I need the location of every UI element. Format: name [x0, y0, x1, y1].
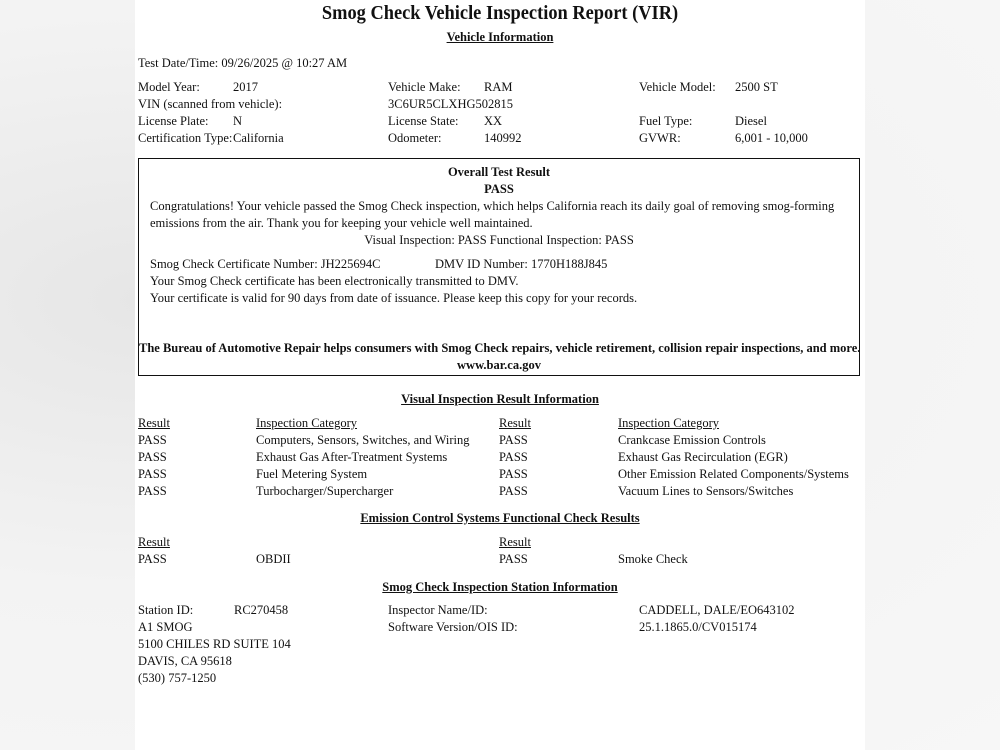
dmv-id-number: DMV ID Number: 1770H188J845: [435, 257, 608, 271]
visual-right-result-3: PASS: [499, 484, 528, 498]
transmitted-note: Your Smog Check certificate has been electronically transmitted to DMV.: [150, 274, 519, 288]
visual-left-category-2: Fuel Metering System: [256, 467, 368, 481]
overall-result-box: [138, 158, 860, 376]
validity-note: Your certificate is valid for 90 days from date of issuance. Please keep this copy for your records.: [150, 291, 638, 305]
visual-right-result-0: PASS: [499, 433, 528, 447]
visual-left-result-1: PASS: [138, 450, 167, 464]
vehicle-info-heading: Vehicle Information: [446, 30, 554, 44]
visual-inspection-heading: Visual Inspection Result Information: [401, 392, 599, 406]
fuel-type-label: Fuel Type:: [639, 114, 693, 128]
station-address-line2: DAVIS, CA 95618: [138, 654, 232, 668]
software-label: Software Version/OIS ID:: [388, 620, 518, 634]
inspection-summary: Visual Inspection: PASS Functional Inspection: PASS: [364, 233, 634, 247]
visual-left-category-3: Turbocharger/Supercharger: [256, 484, 394, 498]
visual-left-result-2: PASS: [138, 467, 167, 481]
visual-right-category-2: Other Emission Related Components/Systems: [618, 467, 849, 481]
software-value: 25.1.1865.0/CV015174: [639, 620, 757, 634]
visual-col-result-left: Result: [138, 416, 170, 430]
inspector-label: Inspector Name/ID:: [388, 603, 488, 617]
odometer-label: Odometer:: [388, 131, 442, 145]
bar-note: The Bureau of Automotive Repair helps consumers with Smog Check repairs, vehicle retirement, collision repair inspections, and more.: [139, 341, 861, 355]
inspector-value: CADDELL, DALE/EO643102: [639, 603, 795, 617]
functional-right-test: Smoke Check: [618, 552, 688, 566]
functional-col-result-right: Result: [499, 535, 531, 549]
certificate-number: Smog Check Certificate Number: JH225694C: [150, 257, 381, 271]
visual-col-result-right: Result: [499, 416, 531, 430]
visual-left-result-3: PASS: [138, 484, 167, 498]
functional-col-result-left: Result: [138, 535, 170, 549]
visual-right-category-1: Exhaust Gas Recirculation (EGR): [618, 450, 788, 464]
cert-type-value: California: [233, 131, 284, 145]
make-label: Vehicle Make:: [388, 80, 461, 94]
visual-col-category-right: Inspection Category: [618, 416, 720, 430]
visual-right-result-2: PASS: [499, 467, 528, 481]
congrats-message-line2: emissions from the air. Thank you for keeping your vehicle well maintained.: [150, 216, 533, 230]
visual-right-category-0: Crankcase Emission Controls: [618, 433, 766, 447]
license-state-value: XX: [484, 114, 503, 128]
functional-check-heading: Emission Control Systems Functional Check Results: [360, 511, 640, 525]
station-id-value: RC270458: [234, 603, 289, 617]
vin-value: 3C6UR5CLXHG502815: [388, 97, 514, 111]
overall-result-status: PASS: [484, 182, 514, 196]
odometer-value: 140992: [484, 131, 522, 145]
model-label: Vehicle Model:: [639, 80, 716, 94]
functional-left-result: PASS: [138, 552, 167, 566]
overall-result-heading: Overall Test Result: [447, 165, 551, 179]
model-value: 2500 ST: [735, 80, 778, 94]
visual-right-category-3: Vacuum Lines to Sensors/Switches: [618, 484, 794, 498]
visual-left-category-1: Exhaust Gas After-Treatment Systems: [256, 450, 448, 464]
license-state-label: License State:: [388, 114, 459, 128]
license-plate-label: License Plate:: [138, 114, 209, 128]
report-title: Smog Check Vehicle Inspection Report (VIR): [321, 2, 679, 24]
visual-col-category-left: Inspection Category: [256, 416, 358, 430]
station-phone: (530) 757-1250: [138, 671, 217, 685]
functional-left-test: OBDII: [256, 552, 291, 566]
gvwr-label: GVWR:: [639, 131, 681, 145]
model-year-value: 2017: [233, 80, 258, 94]
visual-left-category-0: Computers, Sensors, Switches, and Wiring: [256, 433, 470, 447]
gvwr-value: 6,001 - 10,000: [735, 131, 808, 145]
fuel-type-value: Diesel: [735, 114, 767, 128]
bar-url-link[interactable]: www.bar.ca.gov: [457, 358, 541, 372]
visual-left-result-0: PASS: [138, 433, 167, 447]
model-year-label: Model Year:: [138, 80, 200, 94]
station-id-label: Station ID:: [138, 603, 194, 617]
station-info-heading: Smog Check Inspection Station Information: [382, 580, 618, 594]
station-address-line1: 5100 CHILES RD SUITE 104: [138, 637, 291, 651]
cert-type-label: Certification Type:: [138, 131, 233, 145]
congrats-message-line1: Congratulations! Your vehicle passed the Smog Check inspection, which helps California reach its daily goal of removing smog-forming: [150, 199, 835, 213]
vir-document-page: [135, 0, 865, 750]
test-datetime: Test Date/Time: 09/26/2025 @ 10:27 AM: [138, 56, 348, 70]
station-name: A1 SMOG: [138, 620, 193, 634]
functional-right-result: PASS: [499, 552, 528, 566]
make-value: RAM: [484, 80, 513, 94]
license-plate-value: N: [233, 114, 243, 128]
vin-label: VIN (scanned from vehicle):: [138, 97, 283, 111]
visual-right-result-1: PASS: [499, 450, 528, 464]
